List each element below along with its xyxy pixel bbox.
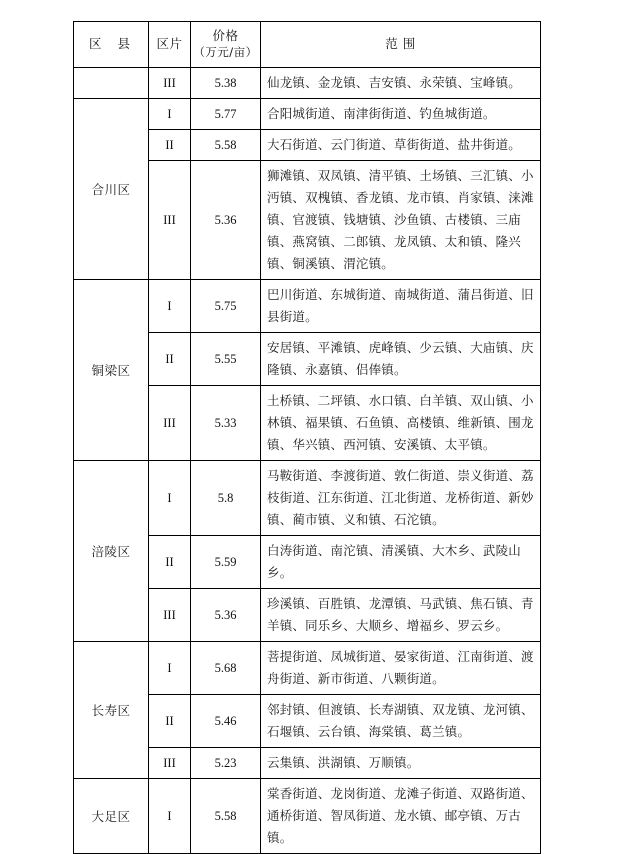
- column-header-scope-label: 范 围: [385, 36, 416, 52]
- cell-scope: 白涛街道、南沱镇、清溪镇、大木乡、武陵山乡。: [261, 536, 541, 589]
- cell-zone: III: [149, 589, 191, 642]
- table-row: [74, 99, 541, 130]
- cell-scope: 云集镇、洪湖镇、万顺镇。: [261, 748, 541, 779]
- table-row: [74, 461, 541, 536]
- column-header-price-label: 价格: [212, 28, 239, 44]
- cell-scope: 狮滩镇、双凤镇、清平镇、土场镇、三汇镇、小沔镇、双槐镇、香龙镇、龙市镇、肖家镇、涞滩镇、官渡镇、钱塘镇、沙鱼镇、古楼镇、三庙镇、燕窝镇、二郎镇、龙凤镇、太和镇、隆兴镇、铜溪镇、渭沱镇。: [261, 161, 541, 280]
- column-header-price: [191, 22, 261, 68]
- cell-zone: II: [149, 333, 191, 386]
- cell-district: 合川区: [74, 99, 149, 280]
- cell-scope: 大石街道、云门街道、草街街道、盐井街道。: [261, 130, 541, 161]
- column-header-district: [74, 22, 149, 68]
- cell-district: [74, 68, 149, 99]
- cell-price: 5.8: [191, 461, 261, 536]
- cell-zone: II: [149, 130, 191, 161]
- table-body: [74, 68, 541, 854]
- table-row: [74, 68, 541, 99]
- cell-price: 5.75: [191, 280, 261, 333]
- cell-price: 5.38: [191, 68, 261, 99]
- cell-price: 5.33: [191, 386, 261, 461]
- cell-district: 铜梁区: [74, 280, 149, 461]
- cell-price: 5.58: [191, 779, 261, 854]
- cell-scope: 邻封镇、但渡镇、长寿湖镇、双龙镇、龙河镇、石堰镇、云台镇、海棠镇、葛兰镇。: [261, 695, 541, 748]
- table-row: [74, 642, 541, 695]
- header-row: [74, 22, 541, 68]
- cell-scope: 棠香街道、龙岗街道、龙滩子街道、双路街道、通桥街道、智凤街道、龙水镇、邮亭镇、万古镇。: [261, 779, 541, 854]
- cell-scope: 安居镇、平滩镇、虎峰镇、少云镇、大庙镇、庆隆镇、永嘉镇、侣俸镇。: [261, 333, 541, 386]
- cell-zone: II: [149, 695, 191, 748]
- cell-zone: I: [149, 280, 191, 333]
- cell-district: 涪陵区: [74, 461, 149, 642]
- cell-scope: 马鞍街道、李渡街道、敦仁街道、崇义街道、荔枝街道、江东街道、江北街道、龙桥街道、新妙镇、蔺市镇、义和镇、石沱镇。: [261, 461, 541, 536]
- cell-scope: 合阳城街道、南津街街道、钓鱼城街道。: [261, 99, 541, 130]
- cell-price: 5.77: [191, 99, 261, 130]
- column-header-district-label: 区 县: [89, 36, 136, 52]
- table-row: [74, 779, 541, 854]
- column-header-price-lines: [191, 28, 260, 60]
- cell-price: 5.59: [191, 536, 261, 589]
- cell-zone: I: [149, 779, 191, 854]
- cell-price: 5.46: [191, 695, 261, 748]
- cell-price: 5.36: [191, 161, 261, 280]
- cell-price: 5.55: [191, 333, 261, 386]
- cell-zone: I: [149, 99, 191, 130]
- cell-scope: 仙龙镇、金龙镇、吉安镇、永荣镇、宝峰镇。: [261, 68, 541, 99]
- cell-scope: 巴川街道、东城街道、南城街道、蒲吕街道、旧县街道。: [261, 280, 541, 333]
- cell-zone: I: [149, 461, 191, 536]
- cell-zone: III: [149, 161, 191, 280]
- column-header-scope: [261, 22, 541, 68]
- table-row: [74, 280, 541, 333]
- cell-scope: 菩提街道、凤城街道、晏家街道、江南街道、渡舟街道、新市街道、八颗街道。: [261, 642, 541, 695]
- cell-price: 5.23: [191, 748, 261, 779]
- column-header-zone: [149, 22, 191, 68]
- cell-district: 大足区: [74, 779, 149, 854]
- cell-scope: 土桥镇、二坪镇、水口镇、白羊镇、双山镇、小林镇、福果镇、石鱼镇、高楼镇、维新镇、围龙镇、华兴镇、西河镇、安溪镇、太平镇。: [261, 386, 541, 461]
- cell-zone: III: [149, 748, 191, 779]
- cell-zone: III: [149, 386, 191, 461]
- column-header-price-unit: （万元/亩）: [193, 45, 258, 60]
- cell-price: 5.58: [191, 130, 261, 161]
- cell-zone: I: [149, 642, 191, 695]
- price-table-container: [73, 21, 540, 854]
- cell-zone: II: [149, 536, 191, 589]
- column-header-zone-label: 区片: [156, 36, 183, 52]
- cell-scope: 珍溪镇、百胜镇、龙潭镇、马武镇、焦石镇、青羊镇、同乐乡、大顺乡、增福乡、罗云乡。: [261, 589, 541, 642]
- table-header: [74, 22, 541, 68]
- cell-price: 5.36: [191, 589, 261, 642]
- district-price-table: [73, 21, 541, 854]
- cell-price: 5.68: [191, 642, 261, 695]
- cell-zone: III: [149, 68, 191, 99]
- cell-district: 长寿区: [74, 642, 149, 779]
